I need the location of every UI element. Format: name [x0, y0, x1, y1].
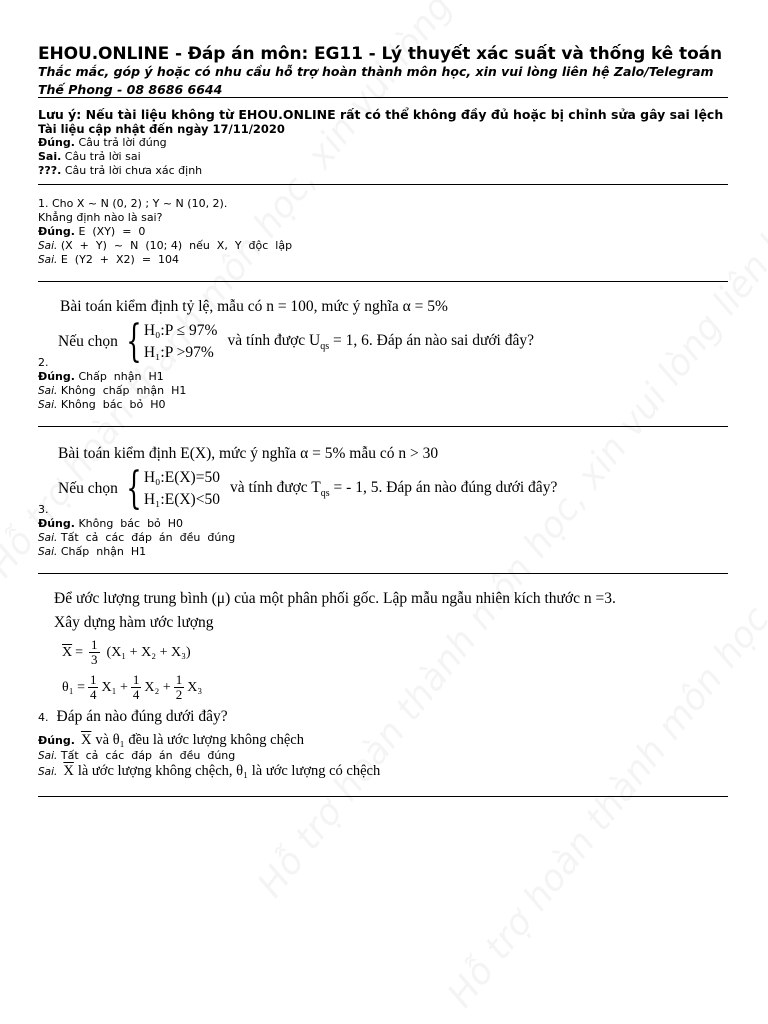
question-text — [38, 197, 728, 211]
legend-key: Sai. — [38, 150, 62, 163]
numerator: 1 — [175, 672, 183, 687]
document-page — [38, 44, 728, 797]
question-line: Cho X ~ N (0, 2) ; Y ~ N (10, 2). — [52, 197, 228, 210]
sum-expression: (X₁ + X₂ + X₃) — [106, 644, 191, 660]
brace-symbol: { — [126, 463, 142, 514]
contact-line: Thắc mắc, góp ý hoặc có nhu cầu hỗ trợ hoàn thành môn học, xin vui lòng liên hệ Zalo/Telegram — [38, 64, 714, 79]
question-line: Xây dựng hàm ước lượng — [54, 614, 214, 631]
divider — [38, 573, 728, 574]
answer-text: E (Y2 + X2) = 104 — [60, 253, 180, 266]
hypothesis-h0: H₀:E(X)=50 — [143, 469, 220, 486]
hypothesis-suffix — [227, 332, 534, 352]
hypothesis-suffix — [230, 479, 557, 499]
answer-label: Đúng. — [38, 225, 75, 238]
numerator: 1 — [132, 672, 140, 687]
denominator: 3 — [91, 652, 98, 667]
question-3 — [38, 445, 728, 559]
denominator: 4 — [89, 687, 97, 702]
answer-label: Sai. — [38, 399, 58, 411]
divider — [38, 281, 728, 282]
answer-text: và θ₁ đều là ước lượng không chệch — [95, 732, 304, 748]
term: X₁ + — [101, 679, 128, 695]
question-number: 3. — [38, 503, 49, 516]
legend-text: Câu trả lời sai — [64, 150, 141, 163]
answer-wrong — [38, 531, 728, 545]
suffix-text: và tính được U — [227, 332, 321, 349]
answer-wrong — [38, 398, 728, 412]
answer-text: Chấp nhận H1 — [78, 370, 164, 383]
answer-text: là ước lượng không chệch, θ₁ là ước lượng có chệch — [77, 763, 381, 779]
fraction — [131, 673, 142, 702]
answer-wrong — [38, 384, 728, 398]
question-line: Đáp án nào đúng dưới đây? — [56, 708, 228, 725]
hypothesis-pair — [144, 320, 218, 364]
divider — [38, 184, 728, 185]
subscript: qs — [320, 341, 330, 352]
legend-key: Đúng. — [38, 136, 75, 149]
term: X₂ + — [144, 679, 171, 695]
answer-wrong — [38, 763, 728, 780]
hypothesis-h1: H₁:P >97% — [143, 344, 214, 361]
hypothesis-h1: H₁:E(X)<50 — [143, 491, 220, 508]
answer-text: E (XY) = 0 — [78, 225, 146, 238]
answer-text: Tất cả các đáp án đều đúng — [60, 749, 236, 762]
estimator-xbar — [62, 638, 728, 667]
suffix-text: và tính được T — [229, 479, 321, 496]
legend-text: Câu trả lời đúng — [78, 136, 167, 149]
divider — [38, 426, 728, 427]
answer-label: Sai. — [38, 766, 58, 778]
answer-label: Đúng. — [38, 370, 75, 383]
page-title: EHOU.ONLINE - Đáp án môn: EG11 - Lý thuyết xác suất và thống kê toán — [38, 44, 723, 64]
answer-text: Không chấp nhận H1 — [60, 384, 187, 397]
hypothesis-h0: H₀:P ≤ 97% — [143, 322, 218, 339]
legend-row — [38, 150, 728, 164]
denominator: 4 — [132, 687, 140, 702]
legend-key: ???. — [38, 164, 62, 177]
denominator: 2 — [175, 687, 183, 702]
contact-name-phone: Thế Phong - 08 8686 6644 — [38, 82, 728, 98]
notice-warning: Lưu ý: Nếu tài liệu không từ EHOU.ONLINE rất có thể không đầy đủ hoặc bị chỉnh sửa gây sai lệch — [38, 107, 724, 122]
answer-correct — [38, 370, 728, 384]
question-number: 4. — [38, 711, 49, 724]
hypothesis-pair — [144, 467, 220, 511]
question-number: 2. — [38, 356, 49, 369]
legend-text: Câu trả lời chưa xác định — [64, 164, 203, 177]
brace-symbol: { — [126, 316, 142, 367]
term: X₃ — [187, 679, 203, 695]
question-line: Bài toán kiểm định E(X), mức ý nghĩa α = 5% mẫu có n > 30 — [58, 445, 439, 462]
answer-label: Sai. — [38, 254, 58, 266]
answer-wrong — [38, 239, 728, 253]
answer-label: Sai. — [38, 532, 58, 544]
question-line: Bài toán kiểm định tỷ lệ, mẫu có n = 100, mức ý nghĩa α = 5% — [60, 298, 448, 315]
answer-text: (X + Y) ~ N (10; 4) nếu X, Y độc lập — [60, 239, 293, 252]
legend-row — [38, 136, 728, 150]
answer-label: Sai. — [38, 240, 58, 252]
answer-correct — [38, 517, 728, 531]
question-2 — [38, 298, 728, 412]
answer-label: Đúng. — [38, 734, 75, 747]
notice-updated: Tài liệu cập nhật đến ngày 17/11/2020 — [38, 122, 285, 136]
equals-sign: = — [75, 644, 84, 660]
subscript: qs — [320, 488, 330, 499]
question-4 — [38, 590, 728, 780]
numerator: 1 — [91, 637, 98, 652]
answer-wrong — [38, 749, 728, 763]
xbar-symbol: $\overline{X}$ — [80, 732, 92, 748]
answer-wrong — [38, 545, 728, 559]
suffix-text: = 1, 6. Đáp án nào sai dưới đây? — [329, 332, 534, 349]
xbar-symbol: $\overline{X}$ — [62, 644, 73, 660]
answer-label: Đúng. — [38, 517, 75, 530]
answer-wrong — [38, 253, 728, 267]
fraction — [174, 673, 185, 702]
divider — [38, 796, 728, 797]
answer-label: Sai. — [38, 546, 58, 558]
question-1 — [38, 197, 728, 267]
question-prompt — [38, 708, 728, 726]
estimator-theta — [62, 673, 728, 702]
answer-text: Không bác bỏ H0 — [78, 517, 184, 530]
question-number: 1. — [38, 197, 49, 210]
fraction — [88, 673, 99, 702]
answer-correct — [38, 732, 728, 749]
fraction — [89, 638, 100, 667]
xbar-symbol: $\overline{X}$ — [63, 763, 74, 779]
question-line: Để ước lượng trung bình (μ) của một phân phối gốc. Lập mẫu ngẫu nhiên kích thước n =3. — [54, 590, 616, 607]
hypothesis-prefix: Nếu chọn — [58, 480, 118, 497]
suffix-text: = - 1, 5. Đáp án nào đúng dưới đây? — [329, 479, 558, 496]
answer-text: Chấp nhận H1 — [60, 545, 147, 558]
answer-text: Tất cả các đáp án đều đúng — [60, 531, 236, 544]
hypothesis-prefix: Nếu chọn — [58, 333, 118, 350]
answer-label: Sai. — [38, 385, 58, 397]
answer-label: Sai. — [38, 750, 58, 762]
answer-correct — [38, 225, 728, 239]
numerator: 1 — [89, 672, 97, 687]
question-line: Khẳng định nào là sai? — [38, 211, 163, 224]
answer-text: Không bác bỏ H0 — [60, 398, 166, 411]
legend-row — [38, 164, 728, 178]
theta-symbol: θ₁ = — [62, 679, 85, 695]
